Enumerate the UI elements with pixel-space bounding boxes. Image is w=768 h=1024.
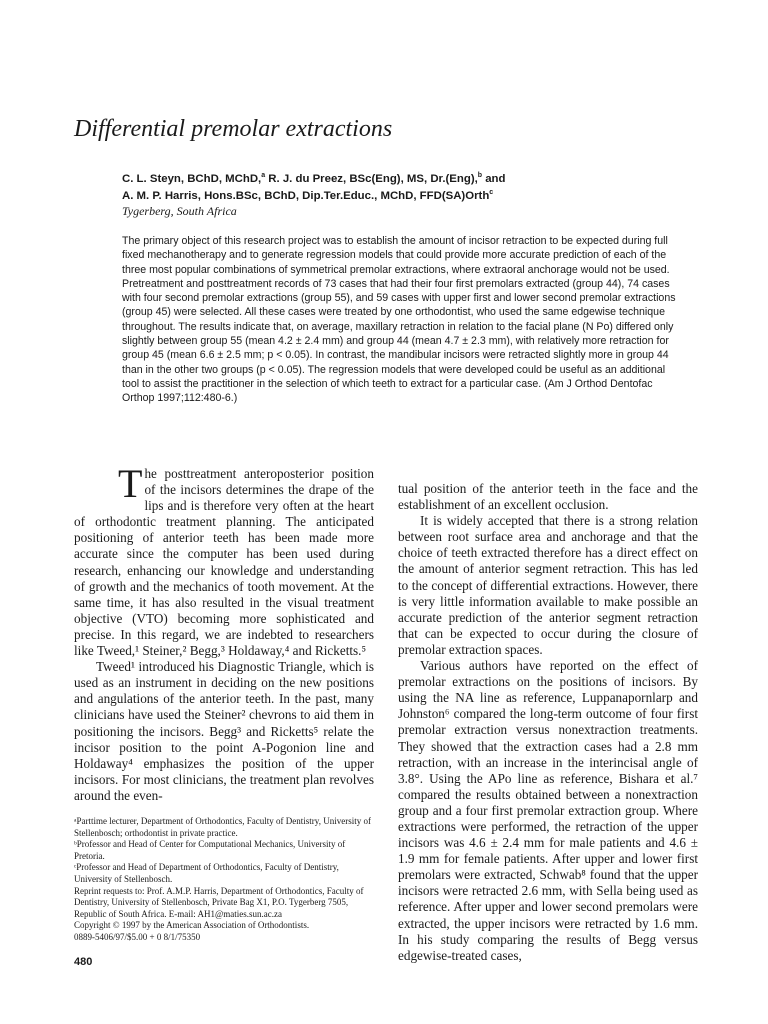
author-steyn: C. L. Steyn, BChD, MChD, <box>122 173 262 185</box>
body-paragraph: Various authors have reported on the effect of premolar extractions on the positions of incisors. By using the NA line as reference, Luppanapornlarp and Johnston⁶ compared the long-term outcome of four first premolar extraction versus nonextraction treatments. They showed that the extraction cases had a 2.8 mm retraction, with an increase in the interincisal angle of 3.8°. Using the APo line as reference, Bishara et al.⁷ compared the results obtained between a nonextraction group and a four first premolar extraction group. Where extractions were performed, the retraction of the upper incisors was 4.6 ± 2.4 mm for male patients and 4.6 ± 1.9 mm for female patients. After upper and lower first premolars were extracted, Schwab⁸ found that the upper incisors were retracted 2.6 mm, with Sella being used as reference. After upper and lower second premolars were extracted, the upper incisors were retracted by 1.6 mm. In his study comparing the results of Begg versus edgewise-treated cases, <box>398 658 698 963</box>
paragraph-text: he posttreatment anteroposterior position of the incisors determines the drape of the lips and is therefore very often at the heart of orthodontic treatment planning. The anticipated positioning of anterior teeth has been made more accurate since the computer has been used during research, enhancing our knowledge and understanding of growth and the mechanics of tooth movement. At the same time, it has also resulted in the visual treatment objective (VTO) becoming more sophisticated and precise. In this regard, we are indebted to researchers like Tweed,¹ Steiner,² Begg,³ Holdaway,⁴ and Ricketts.⁵ <box>74 466 374 659</box>
body-column-left <box>74 461 374 804</box>
author-line-1 <box>122 171 682 188</box>
affil-mark-a: a <box>261 172 266 180</box>
footnote: ᵃParttime lecturer, Department of Orthodontics, Faculty of Dentistry, University of Stellenbosch; orthodontist in private practice. <box>74 816 371 838</box>
affiliation: Tygerberg, South Africa <box>122 204 237 218</box>
author-conjunction: and <box>482 173 506 185</box>
abstract: The primary object of this research project was to establish the amount of incisor retraction to be expected during full fixed mechanotherapy and to generate regression models that could provide more accurate prediction of each of the three most popular combinations of symmetrical premolar extractions, where extraoral anchorage would not be used. Pretreatment and posttreatment records of 73 cases that had their four first premolars extracted (group 44), 74 cases with four second premolar extractions (group 55), and 59 cases with upper first and lower second premolar extractions (group 45) were selected. All these cases were treated by one orthodontist, who used the same edgewise technique throughout. The results indicate that, on average, maxillary retraction in relation to the facial plane (N Po) differed only slightly between group 55 (mean 4.2 ± 2.4 mm) and group 44 (mean 4.7 ± 2.3 mm), with relatively more retraction for group 45 (mean 6.6 ± 2.5 mm; p < 0.05). In contrast, the mandibular incisors were retracted slightly more in group 44 than in the other two groups (p < 0.05). The regression models that were developed could be useful as an additional tool to assist the practitioner in the selection of which teeth to extract for a particular case. (Am J Orthod Dentofac Orthop 1997;112:480-6.) <box>122 235 676 405</box>
page-number: 480 <box>74 956 93 968</box>
author-harris: A. M. P. Harris, Hons.BSc, BChD, Dip.Ter.Educ., MChD, FFD(SA)Orth <box>122 190 490 202</box>
article-title: Differential premolar extractions <box>74 116 393 142</box>
affil-mark-b: b <box>477 172 483 180</box>
affil-mark-c: c <box>489 189 494 197</box>
body-paragraph <box>74 461 374 659</box>
footnote: Copyright © 1997 by the American Association of Orthodontists. <box>74 920 310 931</box>
footnote: Reprint requests to: Prof. A.M.P. Harris, Department of Orthodontics, Faculty of Dentistry, University of Stellenbosch, Private Bag X1, P.O. Tygerberg 7505, Republic of South Africa. E-mail: AH1@maties.sun.ac.za <box>74 885 364 919</box>
footnote: ᵇProfessor and Head of Center for Computational Mechanics, University of Pretoria. <box>74 839 346 861</box>
body-paragraph: Tweed¹ introduced his Diagnostic Triangle, which is used as an instrument in deciding on the new positions and angulations of the anterior teeth. In the past, many clinicians have used the Steiner² chevrons to aid them in positioning the incisors. Begg³ and Ricketts⁵ relate the incisor position to the point A-Pogonion line and Holdaway⁴ emphasizes the position of the upper incisors. For most clinicians, the treatment plan revolves around the even- <box>74 659 374 803</box>
footnotes <box>74 816 374 944</box>
author-line-2 <box>122 188 682 205</box>
body-paragraph: tual position of the anterior teeth in the face and the establishment of an excellent occlusion. <box>398 481 698 513</box>
author-list <box>122 171 682 205</box>
body-column-right <box>398 481 698 964</box>
drop-cap: T <box>118 461 143 506</box>
footnote: 0889-5406/97/$5.00 + 0 8/1/75350 <box>74 931 201 942</box>
footnote: ᶜProfessor and Head of Department of Orthodontics, Faculty of Dentistry, University of Stellenbosch. <box>74 862 339 884</box>
author-du-preez: R. J. du Preez, BSc(Eng), MS, Dr.(Eng), <box>265 173 478 185</box>
body-paragraph: It is widely accepted that there is a strong relation between root surface area and anchorage and that the choice of teeth extracted therefore has a direct effect on the amount of anterior segment retraction. This has led to the concept of differential extractions. However, there is very little information available to make possible an accurate prediction of the anterior segment retraction that can be expected to occur during the closure of premolar extraction spaces. <box>398 513 698 657</box>
